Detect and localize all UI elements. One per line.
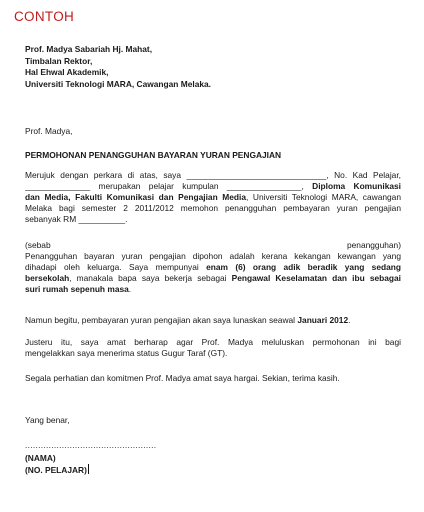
salutation: Prof. Madya, [25,126,73,136]
name-placeholder: (NAMA) [25,453,56,463]
text-line [25,284,401,295]
text-run: Justeru itu, saya amat berharap agar Prof. Madya meluluskan permohonan ini bagi [25,337,401,347]
text-run: , Universiti Teknologi MARA, cawangan [246,192,401,202]
text-run: Namun begitu, pembayaran yuran pengajian akan saya lunaskan seawal [25,315,298,325]
closing-text: Yang benar, [25,415,70,425]
text-line [25,214,401,225]
text-run: Penangguhan bayaran yuran pengajian dipohon adalah kerana kekangan kewangan yang [25,251,401,261]
text-run: . [128,284,132,294]
text-run: ______________ merupakan pelajar kumpulan ________________, [25,181,313,191]
text-line [25,240,401,251]
text-line [25,315,401,326]
text-run: dihadapi oleh keluarga. Saya mempunyai [25,262,207,272]
address-line: Timbalan Rektor, [25,55,93,66]
text-line [25,203,401,214]
text-line [25,251,401,262]
bold-text-run: bersekolah [25,273,70,283]
text-run: mengelakkan saya menerima status Gugur Taraf (GT). [25,348,228,358]
sample-heading: CONTOH [14,9,75,24]
text-run: . [348,315,351,325]
address-line: Universiti Teknologi MARA, Cawangan Melaka. [25,79,211,90]
text-run: Segala perhatian dan komitmen Prof. Madya amat saya hargai. Sekian, terima kasih. [25,373,340,383]
text-run: Melaka bagi semester 2 2011/2012 memohon penangguhan pembayaran yuran pengajian [25,203,401,213]
signature-line: .................................................. [25,440,157,450]
text-line [25,181,401,192]
bold-text-run: Januari 2012 [297,315,349,325]
text-cursor [88,464,89,474]
text-run: , manakala bapa saya bekerja sebagai [69,273,232,283]
student-number-row [25,464,225,476]
bold-text-run: enam (6) orang adik beradik yang sedang [206,262,401,272]
bold-text-run: dan Media, Fakulti Komunikasi dan Pengajian Media [25,192,247,202]
paragraph-4 [25,337,401,359]
paragraph-1 [25,170,401,225]
text-line [25,192,401,203]
text-run: Merujuk dengan perkara di atas, saya ______________________________, No. Kad Pelajar, [25,170,401,180]
text-run: (sebab penangguhan) [25,240,401,250]
student-number-placeholder: (NO. PELAJAR) [25,465,87,475]
bold-text-run: suri rumah sepenuh masa [25,284,129,294]
text-line [25,273,401,284]
letter-subject: PERMOHONAN PENANGGUHAN BAYARAN YURAN PENGAJIAN [25,150,282,160]
recipient-address [25,44,405,91]
text-line [25,262,401,273]
paragraph-5 [25,373,401,384]
address-line: Hal Ehwal Akademik, [25,67,109,78]
text-line [25,373,401,384]
paragraph-2 [25,240,401,295]
text-line [25,337,401,348]
paragraph-3 [25,315,401,326]
text-line [25,348,401,359]
text-run: sebanyak RM __________. [25,214,128,224]
text-line [25,170,401,181]
bold-text-run: Diploma Komunikasi [312,181,401,191]
address-line: Prof. Madya Sabariah Hj. Mahat, [25,44,153,54]
bold-text-run: Pengawal Keselamatan dan ibu sebagai [231,273,401,283]
